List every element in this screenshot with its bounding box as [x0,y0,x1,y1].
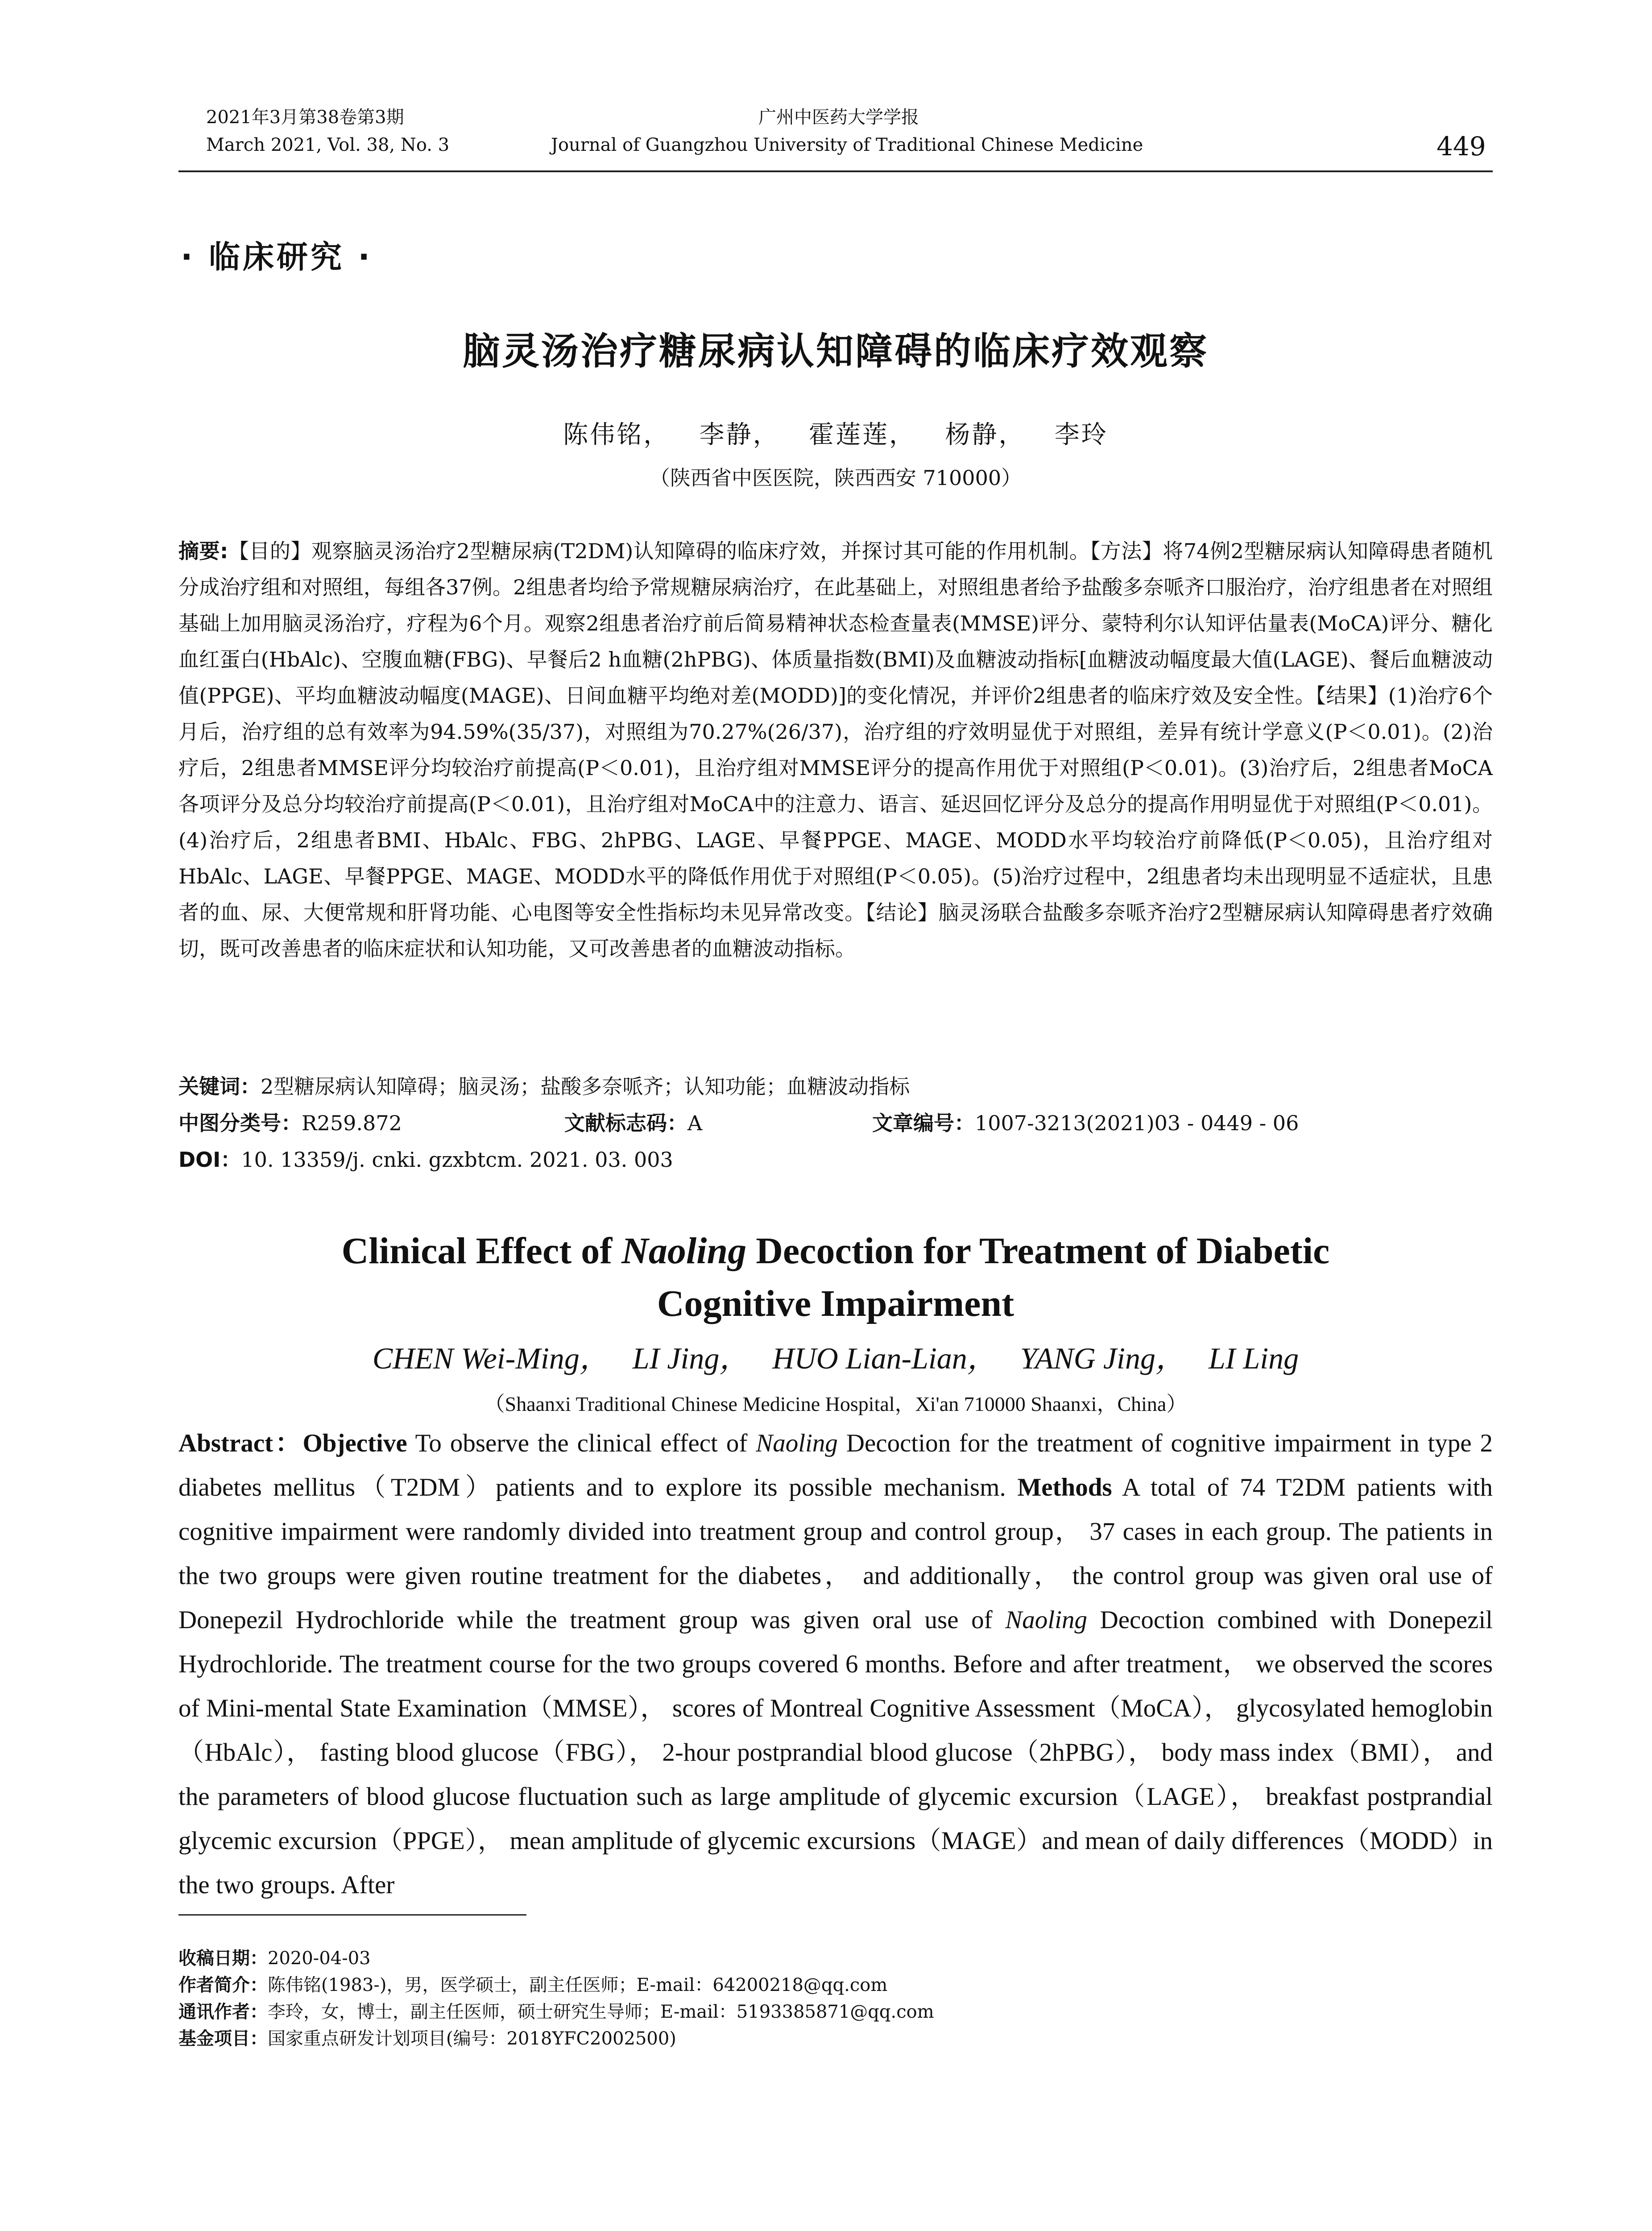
footnote-corresponding [178,1999,934,2025]
en-title-part2: Decoction for Treatment of Diabetic Cognitive Impairment [657,1230,1330,1324]
header-rule [178,170,1493,172]
footnote-text: 2020-04-03 [268,1948,371,1969]
footnote-funding [178,2026,676,2052]
en-abstract-label: Abstract： [178,1429,303,1457]
methods-label: Methods [1017,1473,1112,1501]
en-abstract [178,1421,1493,1907]
footnote-label: 基金项目： [178,2028,268,2049]
journal-name-en: Journal of Guangzhou University of Traditional Chinese Medicine [551,135,1143,155]
keywords-text: 2型糖尿病认知障碍；脑灵汤；盐酸多奈哌齐；认知功能；血糖波动指标 [261,1074,910,1099]
cn-keywords [178,1071,910,1102]
issue-en: March 2021, Vol. 38, No. 3 [206,135,450,155]
clc-number [178,1107,402,1139]
article-number [872,1107,1299,1139]
footnote-label: 收稿日期： [178,1948,268,1969]
methods-italic: Naoling [1005,1606,1087,1634]
cn-abstract-label: 摘要: [178,539,228,563]
document-code [564,1107,702,1139]
en-title [268,1225,1404,1330]
cn-abstract [178,533,1493,967]
doc-code-label: 文献标志码： [564,1111,687,1135]
article-no-label: 文章编号： [872,1111,975,1135]
footnote-text: 李玲，女，博士，副主任医师，硕士研究生导师；E-mail：5193385871@qq.com [268,2002,934,2022]
cn-authors: 陈伟铭， 李静， 霍莲莲， 杨静， 李玲 [563,420,1108,449]
doi [178,1144,673,1175]
clc-label: 中图分类号： [178,1111,302,1135]
doi-link[interactable]: 10. 13359/j. cnki. gzxbtcm. 2021. 03. 003 [241,1148,673,1172]
footnote-text: 陈伟铭(1983-)，男，医学硕士，副主任医师；E-mail：64200218@qq.com [268,1975,888,1995]
methods-text-1: A total of 74 T2DM patients with cognitive impairment were randomly divided into treatment group and control group， 37 cases in each group. The patients in the two groups were given routine treatment for the diabetes， and additionally， the control group was given oral use of Donepezil Hydrochloride while the treatment group was given oral use of [178,1473,1493,1634]
en-authors: CHEN Wei-Ming， LI Jing， HUO Lian-Lian， YANG Jing， LI Ling [372,1341,1299,1375]
keywords-label: 关键词： [178,1074,261,1099]
objective-text-1: To observe the clinical effect of [407,1429,756,1457]
clc-value: R259.872 [302,1111,402,1135]
methods-text-2: Decoction combined with Donepezil Hydrochloride. The treatment course for the two groups covered 6 months. Before and after treatment， we observed the scores of Mini-mental State Examination（MMSE）， scores of Montreal Cognitive Assessment（MoCA）， glycosylated hemoglobin（HbAlc）， fasting blood glucose（FBG）， 2-hour postprandial blood glucose（2hPBG）， body mass index（BMI）， and the parameters of blood glucose fluctuation such as large amplitude of glycemic excursion（LAGE）， breakfast postprandial glycemic excursion（PPGE）， mean amplitude of glycemic excursions（MAGE）and mean of daily differences（MODD）in the two groups. After [178,1606,1493,1899]
page-number: 449 [1437,131,1486,162]
cn-title: 脑灵汤治疗糖尿病认知障碍的临床疗效观察 [462,329,1209,373]
cn-affiliation: （陕西省中医医院，陕西西安 710000） [649,466,1022,490]
cn-abstract-text: 【目的】观察脑灵汤治疗2型糖尿病(T2DM)认知障碍的临床疗效，并探讨其可能的作用机制。【方法】将74例2型糖尿病认知障碍患者随机分成治疗组和对照组，每组各37例。2组患者均给予常规糖尿病治疗，在此基础上，对照组患者给予盐酸多奈哌齐口服治疗，治疗组患者在对照组基础上加用脑灵汤治疗，疗程为6个月。观察2组患者治疗前后简易精神状态检查量表(MMSE)评分、蒙特利尔认知评估量表(MoCA)评分、糖化血红蛋白(HbAlc)、空腹血糖(FBG)、早餐后2 h血糖(2hPBG)、体质量指数(BMI)及血糖波动指标[血糖波动幅度最大值(LAGE)、餐后血糖波动值(PPGE)、平均血糖波动幅度(MAGE)、日间血糖平均绝对差(MODD)]的变化情况，并评价2组患者的临床疗效及安全性。【结果】(1)治疗6个月后，治疗组的总有效率为94.59%(35/37)，对照组为70.27%(26/37)，治疗组的疗效明显优于对照组，差异有统计学意义(P＜0.01)。(2)治疗后，2组患者MMSE评分均较治疗前提高(P＜0.01)，且治疗组对MMSE评分的提高作用优于对照组(P＜0.01)。(3)治疗后，2组患者MoCA各项评分及总分均较治疗前提高(P＜0.01)，且治疗组对MoCA中的注意力、语言、延迟回忆评分及总分的提高作用明显优于对照组(P＜0.01)。(4)治疗后，2组患者BMI、HbAlc、FBG、2hPBG、LAGE、早餐PPGE、MAGE、MODD水平均较治疗前降低(P＜0.05)，且治疗组对HbAlc、LAGE、早餐PPGE、MAGE、MODD水平的降低作用优于对照组(P＜0.05)。(5)治疗过程中，2组患者均未出现明显不适症状，且患者的血、尿、大便常规和肝肾功能、心电图等安全性指标均未见异常改变。【结论】脑灵汤联合盐酸多奈哌齐治疗2型糖尿病认知障碍患者疗效确切，既可改善患者的临床症状和认知功能，又可改善患者的血糖波动指标。 [178,539,1493,961]
issue-cn: 2021年3月第38卷第3期 [206,107,404,128]
objective-label: Objective [302,1429,407,1457]
en-title-part1: Clinical Effect of [341,1230,622,1272]
footnote-label: 作者简介： [178,1975,268,1995]
journal-name-cn: 广州中医药大学学报 [758,107,919,128]
footnote-received [178,1945,371,1971]
column-label: · 临床研究 · [181,239,373,275]
footnote-author-bio [178,1972,887,1998]
footnote-rule [178,1914,526,1916]
en-affiliation: （Shaanxi Traditional Chinese Medicine Hospital，Xi'an 710000 Shaanxi，China） [484,1393,1187,1415]
footnote-label: 通讯作者： [178,2002,268,2022]
en-title-italic: Naoling [621,1230,747,1272]
doi-label: DOI： [178,1148,241,1172]
objective-text-2: Decoction for the treatment of cognitive impairment in type 2 diabetes mellitus（T2DM）patients and to explore its possible mechanism. [178,1429,1493,1501]
objective-italic: Naoling [756,1429,838,1457]
footnote-text: 国家重点研发计划项目(编号：2018YFC2002500) [268,2028,676,2049]
article-no-value: 1007-3213(2021)03 - 0449 - 06 [975,1111,1299,1135]
doc-code-value: A [687,1111,703,1135]
